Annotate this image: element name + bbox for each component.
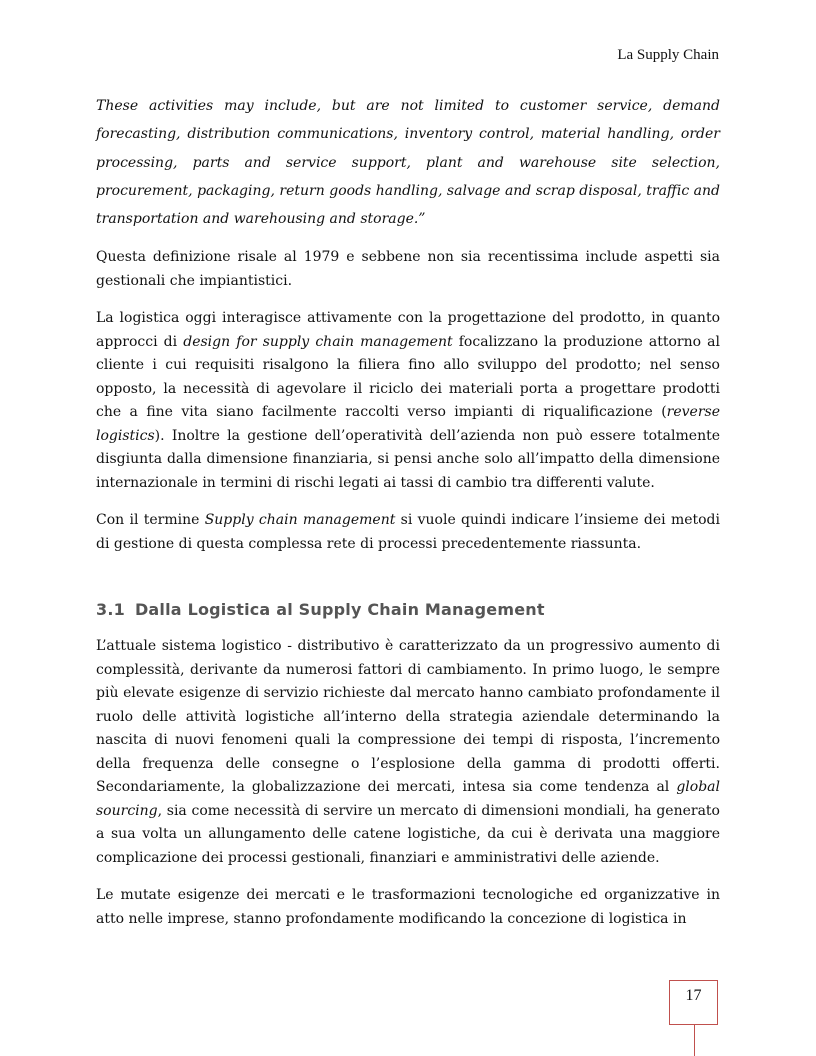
paragraph-4-text-1: L’attuale sistema logistico - distributivo è caratterizzato da un progressivo aumento di complessità, derivante da numerosi fattori di cambiamento. In primo luogo, le sempre più elevate esigenze di servizio richieste dal mercato hanno cambiato profondamente il ruolo delle attività logistiche all’interno della strategia aziendale determinando la nascita di nuovi fenomeni quali la compressione dei tempi di risposta, l’incremento della frequenza delle consegne o l’esplosione della gamma di prodotti offerti. Secondariamente, la globalizzazione dei mercati, intesa sia come tendenza al (96, 638, 720, 796)
paragraph-2-text-3: ). Inoltre la gestione dell’operatività dell’azienda non può essere totalmente disgiunta dalla dimensione finanziaria, si pensi anche solo all’impatto della dimensione internazionale in termini di rischi legati ai tassi di cambio tra differenti valute. (96, 427, 720, 491)
paragraph-3 (96, 509, 720, 556)
paragraph-2-text-1: La logistica oggi interagisce attivamente con la progettazione del prodotto, in quanto approcci di (96, 310, 720, 350)
paragraph-5: Le mutate esigenze dei mercati e le trasformazioni tecnologiche ed organizzative in atto nelle imprese, stanno profondamente modificando la concezione di logistica in (96, 887, 720, 927)
section-title: Dalla Logistica al Supply Chain Management (134, 600, 545, 620)
paragraph-4-text-2: , sia come necessità di servire un mercato di dimensioni mondiali, ha generato a sua volta un allungamento delle catene logistiche, da cui è derivata una maggiore complicazione dei processi gestionali, finanziari e amministrativi delle aziende. (96, 802, 720, 866)
paragraph-3-text-1: Con il termine (96, 512, 205, 529)
paragraph-2 (96, 307, 720, 495)
page-body (96, 92, 720, 945)
section-number: 3.1 (96, 600, 125, 620)
quote-paragraph: These activities may include, but are not limited to customer service, demand forecasting, distribution communications, inventory control, material handling, order processing, parts and service support, plant and warehouse site selection, procurement, packaging, return goods handling, salvage and scrap disposal, traffic and transportation and warehousing and storage.” (96, 98, 720, 228)
page-number-line (694, 1025, 695, 1056)
paragraph-2-text-2: focalizzano la produzione attorno al cliente i cui requisiti risalgono la filiera fino allo sviluppo del prodotto; nel senso opposto, la necessità di agevolare il riciclo dei materiali porta a progettare prodotti che a fine vita siano facilmente raccolti verso impianti di riqualificazione ( (96, 333, 721, 421)
paragraph-4-italic-1: global sourcing (96, 779, 720, 819)
paragraph-2-italic-2: reverse logistics (96, 404, 720, 444)
paragraph-1: Questa definizione risale al 1979 e sebbene non sia recentissima include aspetti sia gestionali che impiantistici. (96, 249, 720, 289)
paragraph-3-text-2: si vuole quindi indicare l’insieme dei metodi di gestione di questa complessa rete di processi precedentemente riassunta. (96, 512, 720, 552)
paragraph-2-italic-1: design for supply chain management (183, 333, 453, 350)
paragraph-3-italic-1: Supply chain management (204, 512, 396, 529)
running-header: La Supply Chain (617, 47, 719, 63)
section-heading (96, 600, 720, 619)
page-number-box (669, 980, 718, 1025)
page-number: 17 (685, 987, 702, 1004)
paragraph-4 (96, 635, 720, 870)
